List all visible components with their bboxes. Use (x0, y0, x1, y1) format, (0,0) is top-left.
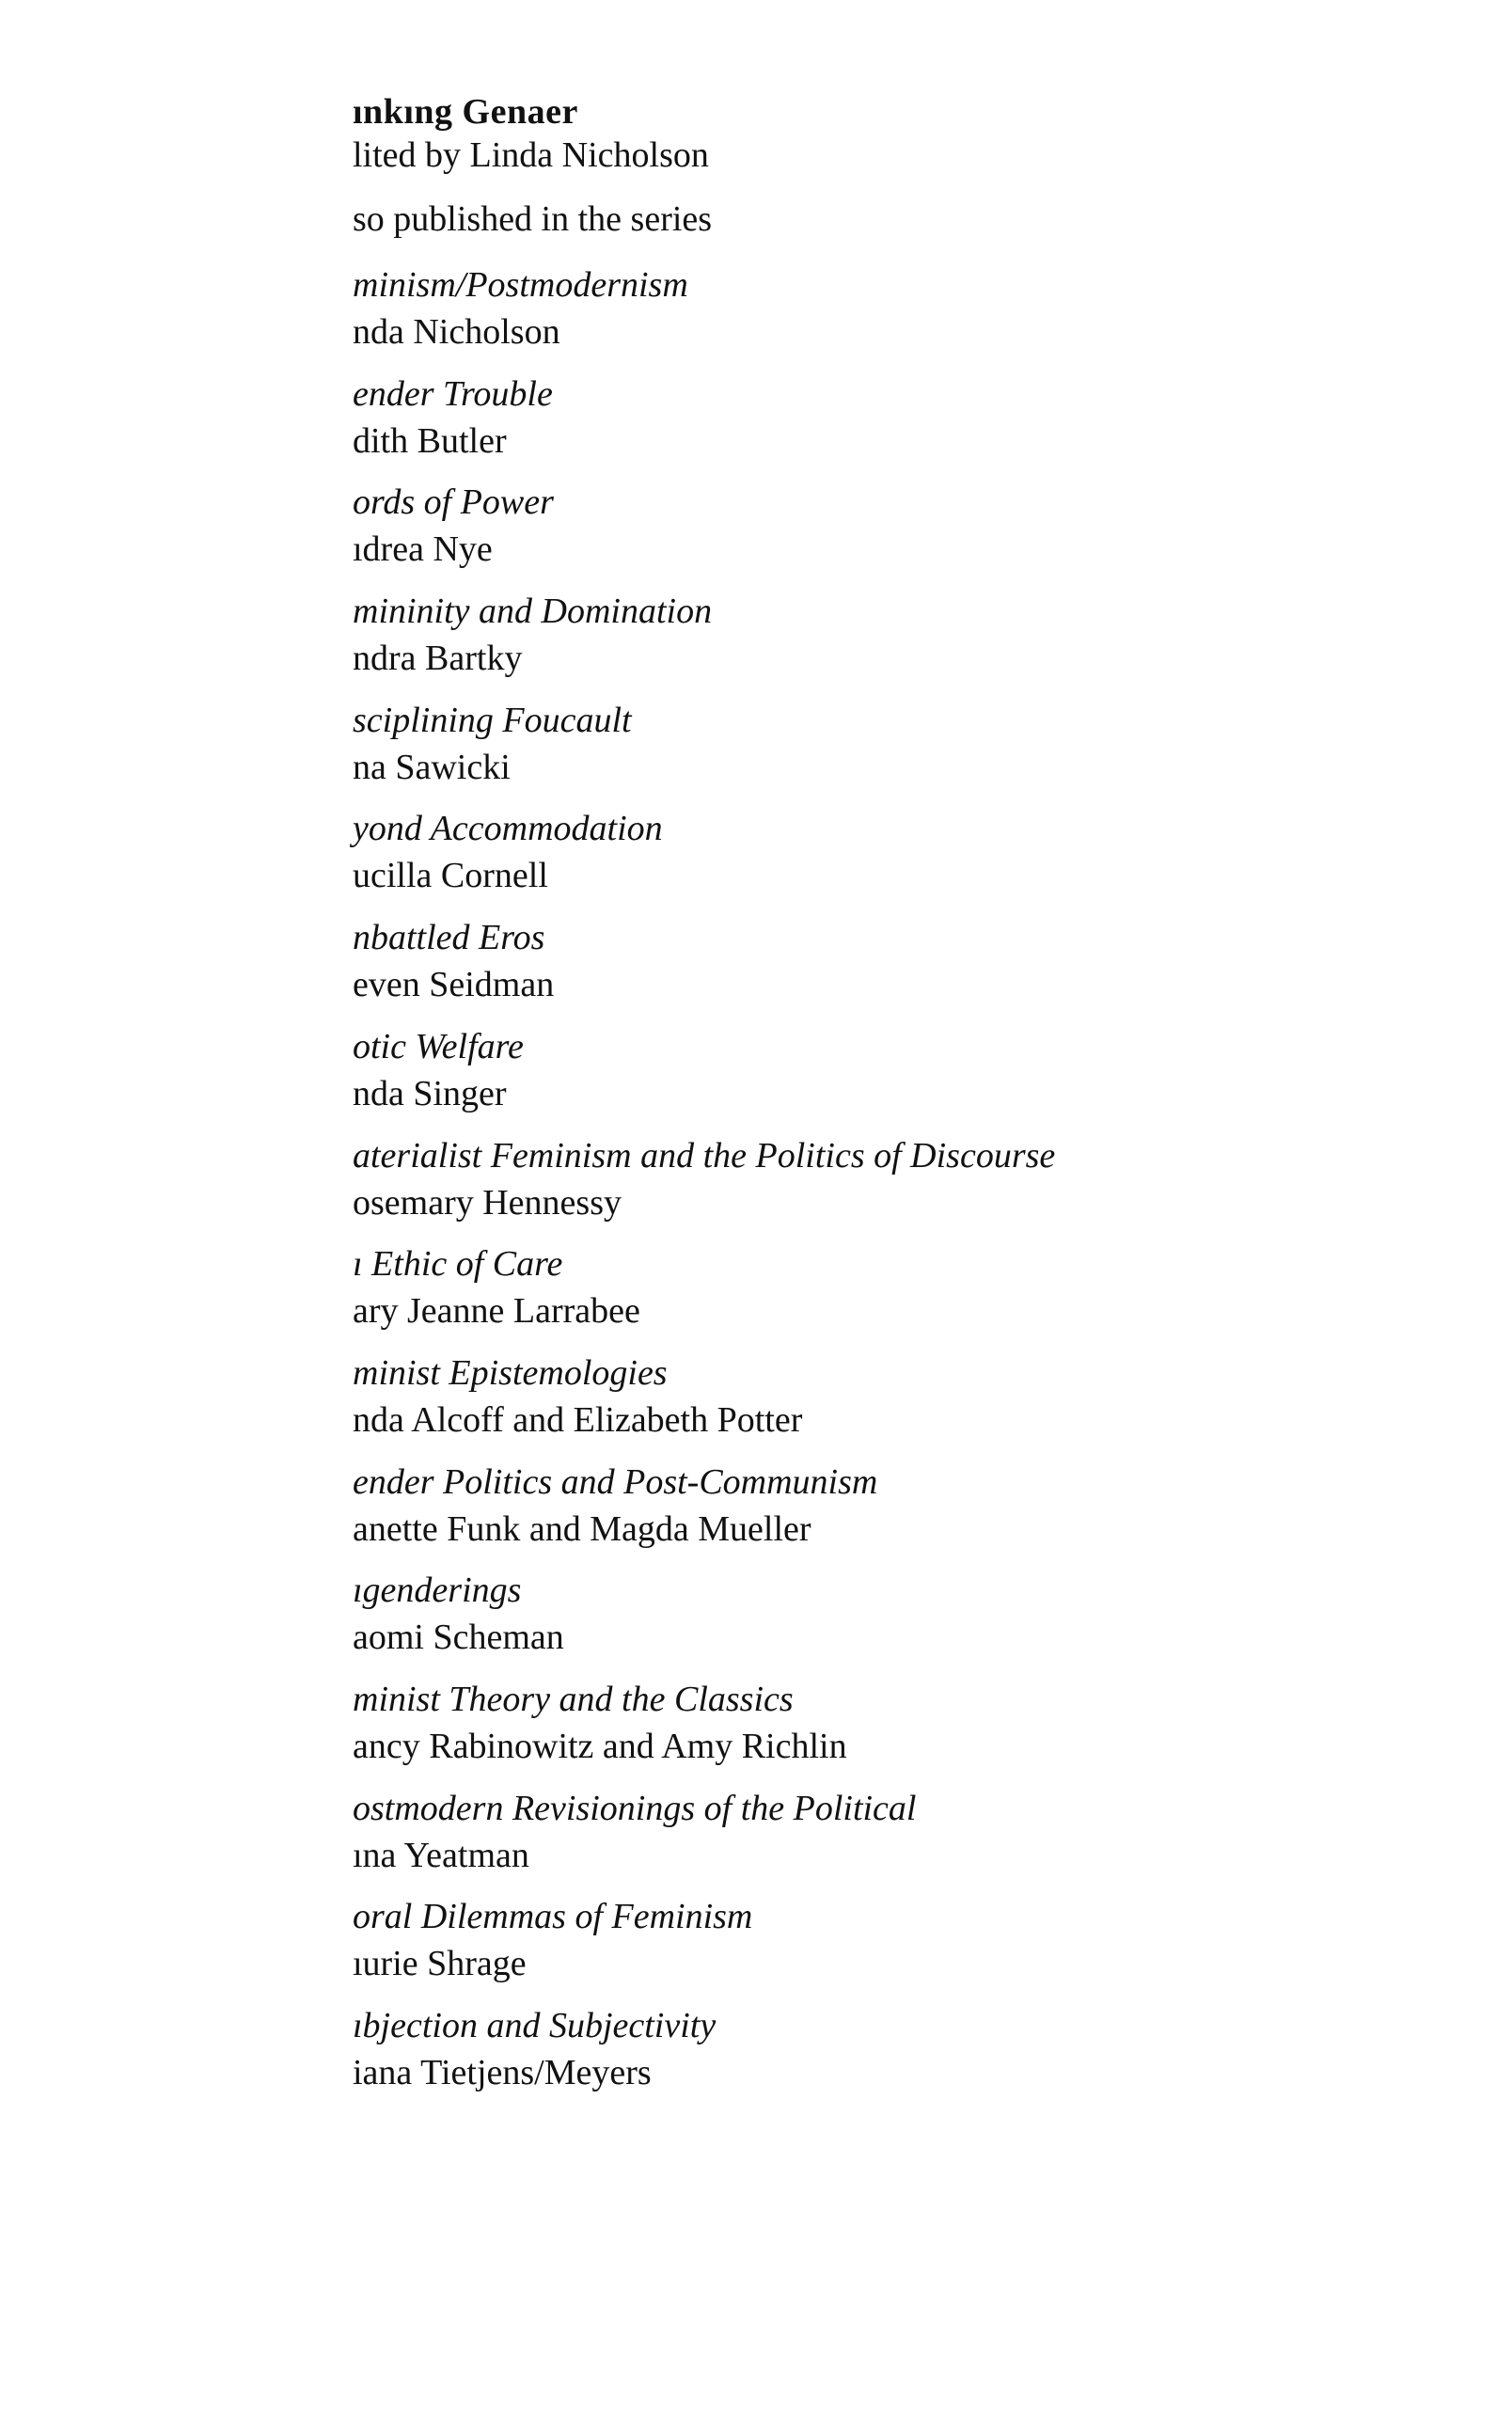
book-title: ostmodern Revisionings of the Political (353, 1788, 917, 1828)
book-entry (353, 1787, 1462, 1896)
book-title: yond Accommodation (353, 809, 663, 849)
book-entry (353, 1460, 1462, 1570)
book-title: minist Epistemologies (353, 1352, 668, 1393)
book-author: aomi Scheman (353, 1618, 564, 1658)
also-published-heading: so published in the series (353, 199, 713, 239)
series-editor: lited by Linda Nicholson (353, 135, 709, 175)
book-entry (353, 1134, 1462, 1243)
book-title: sciplining Foucault (353, 700, 632, 740)
book-author: ancy Rabinowitz and Amy Richlin (353, 1726, 847, 1766)
book-title: ıgenderings (353, 1571, 522, 1611)
book-author: na Sawicki (353, 747, 511, 787)
series-list-column (353, 90, 1462, 2113)
book-list (353, 263, 1462, 2113)
book-entry (353, 481, 1462, 590)
book-entry (353, 699, 1462, 808)
book-title: ı Ethic of Care (353, 1244, 563, 1285)
book-entry (353, 807, 1462, 916)
book-title: ıbjection and Subjectivity (353, 2006, 717, 2045)
book-title: oral Dilemmas of Feminism (353, 1897, 753, 1937)
book-author: ary Jeanne Larrabee (353, 1291, 640, 1332)
book-entry (353, 1351, 1462, 1460)
book-author: ucilla Cornell (353, 856, 548, 896)
book-title: otic Welfare (353, 1026, 524, 1066)
book-author: ndra Bartky (353, 639, 523, 679)
book-entry (353, 1678, 1462, 1787)
book-author: nda Singer (353, 1073, 507, 1113)
book-entry (353, 1895, 1462, 2004)
book-entry (353, 1242, 1462, 1351)
book-author: anette Funk and Magda Mueller (353, 1508, 811, 1549)
book-title: aterialist Feminism and the Politics of Discourse (353, 1135, 1056, 1176)
book-title: mininity and Domination (353, 592, 713, 632)
book-author: ıdrea Nye (353, 529, 493, 570)
book-entry (353, 1569, 1462, 1678)
book-author: dith Butler (353, 420, 507, 461)
book-author: nda Nicholson (353, 312, 560, 352)
book-entry (353, 2004, 1462, 2113)
series-title: ınkıng Genaer (353, 92, 578, 132)
book-entry (353, 590, 1462, 699)
book-author: iana Tietjens/Meyers (353, 2053, 652, 2092)
book-title: minist Theory and the Classics (353, 1679, 794, 1719)
book-author: osemary Hennessy (353, 1182, 622, 1223)
book-entry (353, 1025, 1462, 1134)
book-title: ords of Power (353, 482, 554, 523)
book-title: nbattled Eros (353, 918, 545, 958)
book-title: minism/Postmodernism (353, 265, 688, 305)
book-title: ender Trouble (353, 373, 553, 414)
book-entry (353, 916, 1462, 1025)
book-author: nda Alcoff and Elizabeth Potter (353, 1399, 803, 1440)
book-title: ender Politics and Post-Communism (353, 1461, 878, 1502)
book-entry (353, 372, 1462, 481)
book-author: even Seidman (353, 965, 555, 1005)
book-entry (353, 263, 1462, 372)
book-author: ına Yeatman (353, 1835, 529, 1875)
book-author: ıurie Shrage (353, 1944, 527, 1984)
